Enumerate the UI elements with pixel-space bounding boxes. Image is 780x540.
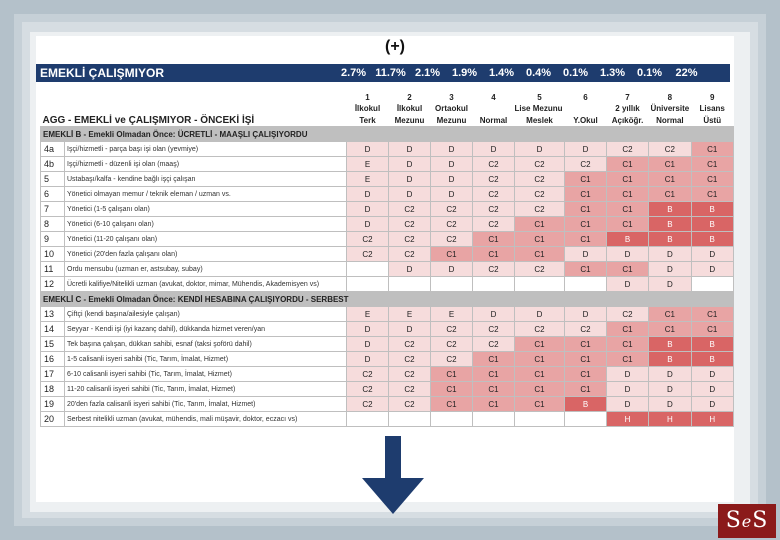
column-number: 8 — [649, 92, 692, 102]
education-label — [565, 102, 607, 114]
row-label: Yönetici (1-5 çalışanı olan) — [65, 202, 347, 217]
grade-cell: C1 — [565, 217, 607, 232]
grade-cell: C2 — [347, 382, 389, 397]
column-number: 9 — [691, 92, 733, 102]
grade-cell: C2 — [473, 202, 515, 217]
grade-cell: B — [649, 352, 692, 367]
grade-cell: C1 — [607, 202, 649, 217]
grade-cell: D — [607, 397, 649, 412]
grade-cell: D — [691, 262, 733, 277]
plus-label: (+) — [385, 38, 405, 55]
table-title: AGG - EMEKLİ ve ÇALIŞMIYOR - ÖNCEKİ İŞİ — [41, 114, 347, 127]
grade-cell: C1 — [607, 337, 649, 352]
grade-cell: C1 — [691, 322, 733, 337]
summary-pct: 22% — [675, 67, 698, 79]
grade-cell: C1 — [565, 382, 607, 397]
header-line1-row — [41, 102, 734, 114]
row-number: 8 — [41, 217, 65, 232]
table-row — [41, 277, 734, 292]
row-number: 12 — [41, 277, 65, 292]
grade-cell: C1 — [607, 172, 649, 187]
grade-cell: C1 — [565, 232, 607, 247]
education-label: Üniversite — [650, 103, 690, 113]
education-label: İlkokul — [347, 102, 389, 114]
grade-cell: C2 — [347, 247, 389, 262]
education-label: Açıköğr. — [607, 114, 649, 127]
grade-cell: C1 — [691, 172, 733, 187]
row-label: 1-5 calisanli isyeri sahibi (Tic, Tarım, İmalat, Hizmet) — [65, 352, 347, 367]
table-row — [41, 202, 734, 217]
grade-cell: C2 — [431, 352, 473, 367]
grade-cell: C1 — [515, 382, 565, 397]
row-number: 9 — [41, 232, 65, 247]
grade-cell: C1 — [473, 247, 515, 262]
education-label: Lisans — [691, 102, 733, 114]
grade-cell: D — [649, 397, 692, 412]
row-label: Yönetici (11-20 çalışanı olan) — [65, 232, 347, 247]
grade-cell: D — [565, 307, 607, 322]
grade-cell: C2 — [515, 172, 565, 187]
grade-cell: C2 — [347, 397, 389, 412]
row-number: 11 — [41, 262, 65, 277]
grade-cell: C2 — [607, 142, 649, 157]
grade-cell: C1 — [649, 307, 692, 322]
grade-cell: E — [389, 307, 431, 322]
grade-cell: C2 — [565, 322, 607, 337]
row-label: Işçi/hizmetli - parça başı işi olan (yevmiye) — [65, 142, 347, 157]
summary-pct: 0.4% — [525, 67, 552, 79]
grade-cell: C1 — [649, 322, 692, 337]
grade-cell: D — [389, 262, 431, 277]
row-label: Işçi/hizmetli - düzenli işi olan (maaş) — [65, 157, 347, 172]
row-label: Yönetici (6-10 çalışanı olan) — [65, 217, 347, 232]
grade-cell: D — [389, 157, 431, 172]
grade-cell: D — [515, 142, 565, 157]
grade-cell: D — [347, 187, 389, 202]
table-row — [41, 187, 734, 202]
column-number: 2 — [389, 92, 431, 102]
logo-letter: e — [741, 512, 753, 531]
grade-cell: E — [431, 307, 473, 322]
grade-cell: B — [691, 202, 733, 217]
table-row — [41, 397, 734, 412]
row-number: 16 — [41, 352, 65, 367]
grade-cell: D — [389, 172, 431, 187]
grade-cell: D — [649, 262, 692, 277]
education-label: İlkokul — [389, 102, 431, 114]
grade-cell: C2 — [431, 232, 473, 247]
grade-cell: C2 — [431, 322, 473, 337]
education-label: Normal — [473, 114, 515, 127]
grade-cell: C1 — [691, 142, 733, 157]
grade-cell: B — [691, 337, 733, 352]
grade-cell: C1 — [565, 337, 607, 352]
table-row — [41, 412, 734, 427]
grade-cell: C2 — [473, 322, 515, 337]
grade-cell: D — [607, 277, 649, 292]
table-row — [41, 322, 734, 337]
grade-cell: D — [347, 217, 389, 232]
grade-cell: C2 — [389, 232, 431, 247]
summary-bar — [36, 64, 730, 82]
grade-cell: D — [389, 187, 431, 202]
row-number: 4a — [41, 142, 65, 157]
grade-cell: D — [565, 247, 607, 262]
grade-cell: D — [691, 382, 733, 397]
table-row — [41, 232, 734, 247]
grade-cell: H — [607, 412, 649, 427]
grade-cell: C2 — [607, 307, 649, 322]
grade-cell — [389, 412, 431, 427]
grade-cell: C2 — [431, 337, 473, 352]
table-row — [41, 172, 734, 187]
education-label: Mezunu — [389, 114, 431, 127]
grade-cell: C2 — [473, 172, 515, 187]
grade-cell: E — [347, 307, 389, 322]
row-number: 19 — [41, 397, 65, 412]
grade-cell — [389, 277, 431, 292]
grade-cell: D — [389, 142, 431, 157]
education-label: 2 yıllık — [607, 102, 649, 114]
education-label — [473, 102, 515, 114]
grade-cell: D — [565, 142, 607, 157]
education-label: Üstü — [691, 114, 733, 127]
grade-cell: D — [607, 382, 649, 397]
section-header — [41, 127, 734, 142]
grade-cell: B — [565, 397, 607, 412]
grade-cell: D — [473, 307, 515, 322]
grade-cell: C1 — [473, 232, 515, 247]
summary-pct: 0.1% — [636, 67, 663, 79]
row-label: Yönetici olmayan memur / teknik eleman / uzman vs. — [65, 187, 347, 202]
logo-letter: S — [725, 508, 742, 533]
grade-cell: B — [607, 232, 649, 247]
grade-cell: C1 — [515, 232, 565, 247]
grade-cell — [515, 412, 565, 427]
grade-cell: C1 — [607, 187, 649, 202]
row-number: 17 — [41, 367, 65, 382]
education-label: Y.Okul — [565, 114, 607, 127]
ses-logo — [718, 504, 776, 538]
column-number: 7 — [607, 92, 649, 102]
grade-cell: B — [691, 217, 733, 232]
grade-cell: B — [691, 232, 733, 247]
grade-cell: D — [347, 202, 389, 217]
grade-cell: C2 — [515, 202, 565, 217]
education-label: Meslek — [515, 114, 565, 127]
blank-cell — [41, 92, 65, 102]
grade-cell: D — [649, 382, 692, 397]
row-number: 13 — [41, 307, 65, 322]
grade-cell: C1 — [607, 217, 649, 232]
summary-pct: 11.7% — [375, 67, 406, 79]
row-number: 4b — [41, 157, 65, 172]
grade-cell: C1 — [473, 367, 515, 382]
grade-cell: C2 — [389, 397, 431, 412]
blank-cell — [41, 102, 65, 114]
grade-cell: D — [347, 142, 389, 157]
grade-cell: C2 — [389, 367, 431, 382]
grade-cell: D — [607, 247, 649, 262]
grade-cell: C2 — [473, 337, 515, 352]
grade-cell: C2 — [389, 337, 431, 352]
blank-cell — [65, 102, 347, 114]
education-label: Lise Mezunu — [514, 103, 563, 113]
table-row — [41, 247, 734, 262]
down-arrow-icon — [360, 436, 426, 516]
grade-cell: D — [431, 172, 473, 187]
grade-cell: H — [691, 412, 733, 427]
grade-cell: C1 — [607, 322, 649, 337]
row-label: Yönetici (20'den fazla çalışanı olan) — [65, 247, 347, 262]
section-title: EMEKLİ B - Emekli Olmadan Önce: ÜCRETLİ - MAAŞLI ÇALIŞIYORDU — [41, 127, 734, 142]
row-number: 10 — [41, 247, 65, 262]
grade-cell: C1 — [649, 172, 692, 187]
grade-cell: C2 — [473, 262, 515, 277]
grade-cell: B — [649, 217, 692, 232]
grade-cell: C2 — [431, 202, 473, 217]
grade-cell — [565, 277, 607, 292]
grade-cell: C2 — [389, 352, 431, 367]
grade-cell: C1 — [431, 397, 473, 412]
summary-pct: 2.7% — [340, 67, 367, 79]
logo-letter: S — [752, 508, 769, 533]
grade-cell — [431, 277, 473, 292]
grade-cell: C2 — [473, 187, 515, 202]
summary-pct: 0.1% — [562, 67, 589, 79]
grade-cell: C2 — [389, 247, 431, 262]
grade-cell: C1 — [565, 202, 607, 217]
grade-cell — [515, 277, 565, 292]
row-number: 18 — [41, 382, 65, 397]
grade-cell: C2 — [565, 157, 607, 172]
summary-pct: 2.1% — [414, 67, 441, 79]
grade-cell: C1 — [649, 187, 692, 202]
grade-cell: D — [649, 277, 692, 292]
grade-cell: C2 — [347, 232, 389, 247]
summary-pct: 1.9% — [451, 67, 478, 79]
column-number: 5 — [515, 92, 565, 102]
grade-cell — [473, 277, 515, 292]
row-number: 15 — [41, 337, 65, 352]
grade-cell: C1 — [515, 247, 565, 262]
grade-cell — [347, 277, 389, 292]
grade-cell: B — [691, 352, 733, 367]
grade-cell: C1 — [565, 187, 607, 202]
section-header — [41, 292, 734, 307]
grade-cell: D — [347, 322, 389, 337]
summary-pct: 1.3% — [599, 67, 626, 79]
column-number: 1 — [347, 92, 389, 102]
grade-cell: H — [649, 412, 692, 427]
row-label: Ücretli kalifiye/Nitelikli uzman (avukat, doktor, mimar, Mühendis, Akademisyen vs) — [65, 277, 347, 292]
table-row — [41, 262, 734, 277]
row-label: Tek başına çalışan, dükkan sahibi, esnaf (taksi şoförü dahil) — [65, 337, 347, 352]
grade-cell: D — [607, 367, 649, 382]
table-row — [41, 307, 734, 322]
grade-cell: D — [473, 142, 515, 157]
grade-cell: D — [691, 247, 733, 262]
grade-cell: C1 — [473, 382, 515, 397]
grade-cell: C1 — [691, 307, 733, 322]
grade-cell — [691, 277, 733, 292]
grade-cell: C2 — [347, 367, 389, 382]
grade-cell: C2 — [515, 187, 565, 202]
column-number: 3 — [431, 92, 473, 102]
grade-cell: D — [431, 157, 473, 172]
row-label: Ustabaşı/kalfa - kendine bağlı işçi çalışan — [65, 172, 347, 187]
row-number: 6 — [41, 187, 65, 202]
grade-cell: C1 — [649, 157, 692, 172]
row-label: Serbest nitelikli uzman (avukat, mühendis, mali müşavir, doktor, eczacı vs) — [65, 412, 347, 427]
row-label: Seyyar - Kendi işi (iyi kazanç dahil), dükkanda hizmet veren/yan — [65, 322, 347, 337]
table-row — [41, 217, 734, 232]
grade-cell: D — [431, 262, 473, 277]
grade-cell: C1 — [473, 352, 515, 367]
summary-pct: 1.4% — [488, 67, 515, 79]
grade-cell — [473, 412, 515, 427]
grade-cell: C2 — [515, 262, 565, 277]
grade-cell: C1 — [607, 262, 649, 277]
grade-cell: C2 — [389, 217, 431, 232]
grade-cell: C2 — [515, 157, 565, 172]
grade-cell: C1 — [515, 367, 565, 382]
table-row — [41, 142, 734, 157]
classification-table — [40, 92, 734, 427]
section-title: EMEKLİ C - Emekli Olmadan Önce: KENDİ HESABINA ÇALIŞIYORDU - SERBEST — [41, 292, 734, 307]
education-label: Ortaokul — [431, 102, 473, 114]
grade-cell: C1 — [515, 352, 565, 367]
education-label: Terk — [347, 114, 389, 127]
blank-cell — [65, 92, 347, 102]
grade-cell: C1 — [691, 187, 733, 202]
summary-title: EMEKLİ ÇALIŞMIYOR — [40, 66, 165, 80]
grade-cell: C2 — [649, 142, 692, 157]
row-number: 20 — [41, 412, 65, 427]
grade-cell: C1 — [515, 397, 565, 412]
grade-cell: C1 — [565, 172, 607, 187]
row-label: 11-20 calisanli isyeri sahibi (Tic, Tarım, İmalat, Hizmet) — [65, 382, 347, 397]
grade-cell: C1 — [431, 382, 473, 397]
grade-cell: C2 — [389, 382, 431, 397]
row-label: Çiftçi (kendi başına/ailesiyle çalışan) — [65, 307, 347, 322]
grade-cell: B — [649, 232, 692, 247]
grade-cell — [431, 412, 473, 427]
grade-cell: C1 — [515, 337, 565, 352]
grade-cell: C1 — [515, 217, 565, 232]
column-number: 6 — [565, 92, 607, 102]
grade-cell — [347, 412, 389, 427]
column-number: 4 — [473, 92, 515, 102]
grade-cell: D — [347, 337, 389, 352]
grade-cell: C1 — [691, 157, 733, 172]
grade-cell: C1 — [565, 367, 607, 382]
grade-cell: D — [347, 352, 389, 367]
grade-cell: D — [649, 367, 692, 382]
row-number: 7 — [41, 202, 65, 217]
grade-cell: D — [515, 307, 565, 322]
grade-cell: C1 — [607, 352, 649, 367]
grade-cell: D — [691, 397, 733, 412]
grade-cell: C1 — [607, 157, 649, 172]
grade-cell: C1 — [473, 397, 515, 412]
grade-cell: C1 — [565, 262, 607, 277]
table-row — [41, 352, 734, 367]
grade-cell — [565, 412, 607, 427]
table-row — [41, 157, 734, 172]
header-number-row — [41, 92, 734, 102]
grade-cell: C2 — [431, 217, 473, 232]
header-line2-row — [41, 114, 734, 127]
row-label: 20'den fazla calisanli isyeri sahibi (Tic, Tarım, İmalat, Hizmet) — [65, 397, 347, 412]
grade-cell: C1 — [431, 247, 473, 262]
grade-cell: C2 — [473, 217, 515, 232]
grade-cell: D — [431, 187, 473, 202]
grade-cell: D — [431, 142, 473, 157]
row-number: 14 — [41, 322, 65, 337]
grade-cell: C2 — [389, 202, 431, 217]
grade-cell: D — [389, 322, 431, 337]
row-label: 6-10 calisanli isyeri sahibi (Tic, Tarım, İmalat, Hizmet) — [65, 367, 347, 382]
table-row — [41, 337, 734, 352]
row-number: 5 — [41, 172, 65, 187]
grade-cell: C1 — [431, 367, 473, 382]
grade-cell: C1 — [565, 352, 607, 367]
table-row — [41, 382, 734, 397]
grade-cell — [347, 262, 389, 277]
grade-cell: D — [649, 247, 692, 262]
grade-cell: B — [649, 337, 692, 352]
grade-cell: D — [691, 367, 733, 382]
grade-cell: C2 — [473, 157, 515, 172]
grade-cell: E — [347, 157, 389, 172]
education-label: Mezunu — [431, 114, 473, 127]
row-label: Ordu mensubu (uzman er, astsubay, subay) — [65, 262, 347, 277]
grade-cell: C2 — [515, 322, 565, 337]
grade-cell: B — [649, 202, 692, 217]
grade-cell: E — [347, 172, 389, 187]
table-row — [41, 367, 734, 382]
education-label: Normal — [649, 114, 692, 127]
